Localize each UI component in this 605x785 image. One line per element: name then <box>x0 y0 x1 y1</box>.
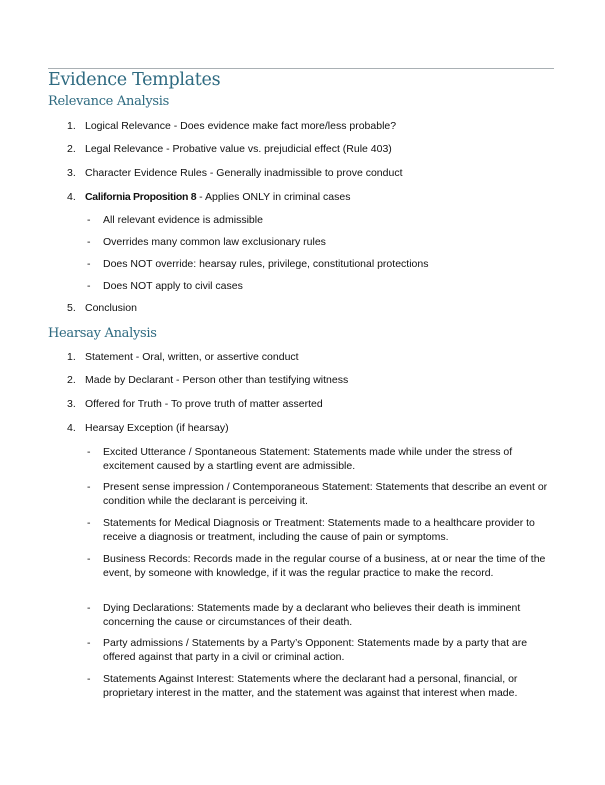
list-item: 4. Hearsay Exception (if hearsay) <box>67 422 229 434</box>
list-item: 3. Offered for Truth - To prove truth of matter asserted <box>67 398 323 410</box>
list-item: 1. Logical Relevance - Does evidence make fact more/less probable? <box>67 120 397 132</box>
header-divider <box>48 68 554 69</box>
document-title: Evidence Templates <box>48 70 221 90</box>
sub-list-item: - Party admissions / Statements by a Party’s Opponent: Statements made by a party that are offered against that party in a civil or criminal action. <box>87 637 528 663</box>
sub-list-item: - Does NOT override: hearsay rules, privilege, constitutional protections <box>87 258 429 270</box>
list-item: 3. Character Evidence Rules - Generally inadmissible to prove conduct <box>67 167 403 179</box>
list-item: 2. Made by Declarant - Person other than testifying witness <box>67 374 349 386</box>
sub-list-item: - Present sense impression / Contemporaneous Statement: Statements that describe an event or condition while the declarant is perceiving it. <box>87 481 548 507</box>
sub-list-item: - Statements Against Interest: Statements where the declarant had a personal, financial, or proprietary interest in the matter, and the statement was against that interest when made. <box>87 673 518 699</box>
sub-list-item: - Does NOT apply to civil cases <box>87 280 243 292</box>
sub-list-item: - Dying Declarations: Statements made by a declarant who believes their death is imminent concerning the cause or circumstances of their death. <box>87 602 521 628</box>
sub-list-item: - Statements for Medical Diagnosis or Treatment: Statements made to a healthcare provider to receive a diagnosis or treatment, including the cause of pain or symptoms. <box>87 517 535 543</box>
list-item: 4. California Proposition 8 - Applies ONLY in criminal cases <box>67 191 351 203</box>
sub-list-item: - Excited Utterance / Spontaneous Statement: Statements made while under the stress of excitement caused by a startling event are admissible. <box>87 446 513 472</box>
sub-list-item: - Overrides many common law exclusionary rules <box>87 236 326 248</box>
section-heading-relevance: Relevance Analysis <box>48 94 170 109</box>
list-item: 1. Statement - Oral, written, or assertive conduct <box>67 351 299 363</box>
list-item: 5. Conclusion <box>67 302 137 314</box>
sub-list-item: - All relevant evidence is admissible <box>87 214 263 226</box>
sub-list-item: - Business Records: Records made in the regular course of a business, at or near the time of the event, by someone with knowledge, if it was the regular practice to make the record. <box>87 553 546 579</box>
section-heading-hearsay: Hearsay Analysis <box>48 326 157 341</box>
bold-term: California Proposition 8 <box>85 191 197 203</box>
list-item: 2. Legal Relevance - Probative value vs. prejudicial effect (Rule 403) <box>67 143 392 155</box>
